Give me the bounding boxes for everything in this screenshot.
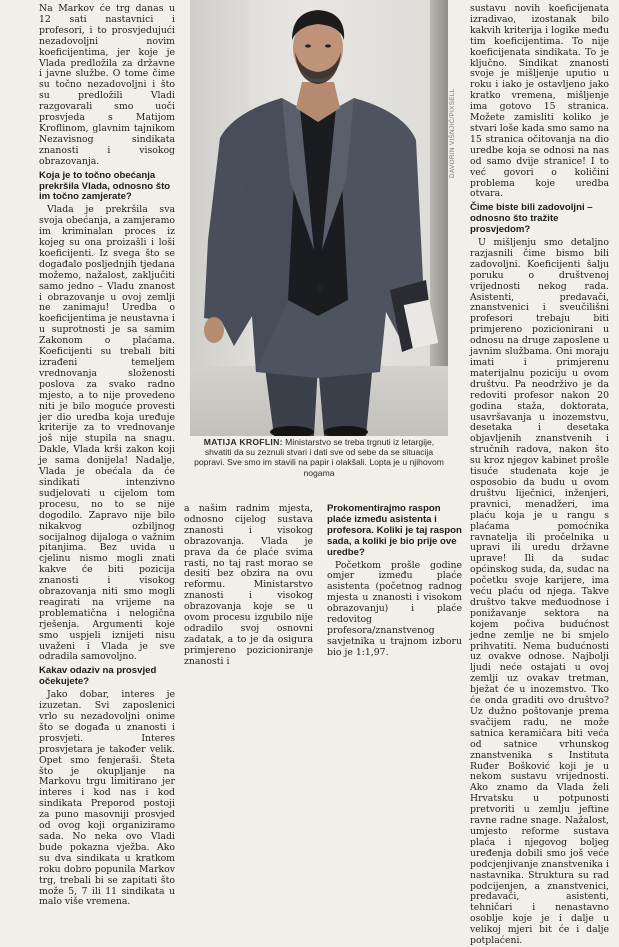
caption-text: Ministarstvo se treba trgnuti iz letargije, shvatiti da su zeznuli stvari i dati sve od sebe da se situacija popravi. Sve smo im stavili na papir i olakšali. Lopta je u njihovom nogama	[194, 437, 444, 478]
answer-paragraph: U mišljenju smo detaljno razjasnili čime bismo bili zadovoljni. Koeficijenti šalju poruku o društvenoj vrijednosti nekog rada. Asistenti, predavači, znanstvenici i sveučilišni profesori trebaju biti primjereno pozicionirani u odnosu na druge zaposlene u javnim službama. Oni moraju imati i primjerenu materijalnu poziciju u ovom društvu. Pa neodrživo je da redoviti profesor nakon 20 godina staža, doktorata, usavršavanja u inozemstvu, desetaka i desetaka objavljenih znanstvenih i stručnih radova, nakon što su kroz njegov kabinet prošle tisuće studenata koje je osposobio da budu u ovom društvu liječnici, inženjeri, pravnici, menadžeri, ima plaću koja je u rangu s plaćama pomoćnika ravnatelja ili pročelnika u upravi ili uredu državne uprave! Ili da sudac općinskog suda, da, sudac na početku svoje karijere, ima veću plaću od njega. Takve društvo takve međuodnose i ponižavanje sektora na kojem počiva budućnost jedne zemlje ne bi smjelo prihvatiti. Nema budućnosti uz ovakve odnose. Najbolji ljudi neće ostajati u ovoj zemlji uz ovakav tretman, bježat će u inozemstvo. Tko će onda graditi ovo društvo? Uz dužno poštovanje prema svačijem radu, ne može satnica keramičara biti veća od satnice vrhunskog znanstvenika s Instituta Ruđer Bošković koji je u nekom sustavu vrijednosti. Ako znamo da Vlada želi Hrvatsku u potpunosti pretvoriti u zemlju jeftine ravne radne snage. Nažalost, umjesto reforme sustava plaća i njegovog boljeg uređenja dobili smo još veće podcjenjivanje znanstvenika i nastavnika. Struktura su rad podcijenjen, a znanstvenici, predavači, asistenti, tehničari i nenastavno osoblje koje je i dalje u velikoj mjeri bit će i dalje potplaćeni.	[470, 237, 609, 947]
photo-credit: DAVORIN VIŠNJIĆ/PIXSELL	[449, 88, 456, 178]
body-paragraph: sustavu novih koeficijenata izradivao, izostanak bilo kakvih kriterija i logike među tim koeficijentima. To nije koeficijenata sindikata. To je ključno. Sindikat znanosti svoje je mišljenje uputio u roku i iako je ostavljeno jako kratko vremena, mišljenje ima gotovo 15 stranica. Možete zamisliti koliko je stvari loše kada smo samo na 15 stranica očitovanja na dio uredbe koja se odnosi na nas od samo dvije stranice! I to već govori o količini problema koje uredba otvara.	[470, 3, 609, 200]
question-heading: Kakav odaziv na prosvjed očekujete?	[39, 665, 157, 688]
intro-paragraph: Na Markov će trg danas u 12 sati nastavnici i profesori, i to prosvjedujući nezadovoljni novim koeficijentima, jer koje je Vlada predložila za državne i javne službe. O tome čime su točno nezadovoljni i što su predložili Vladi razgovarali smo uoči prosvjeda s Matijom Kroflinom, glavnim tajnikom Nezavisnog sindikata znanosti i visokog obrazovanja.	[39, 3, 175, 167]
question-heading: Prokomentirajmo raspon plaće između asistenta i profesora. Kolikі je taj raspon sada, a koliki je bio prije ove uredbe?	[327, 503, 462, 558]
article-column-middle-left	[184, 504, 313, 668]
answer-paragraph: Jako dobar, interes je izuzetan. Svi zaposlenici vrlo su nezadovoljni onime što se događa u znanosti i prosvjeti. Interes prosvjetara je također velik. Opet smo fenjeraši. Šteta što je okupljanje na Markovu trgu limitirano jer interes i kod nas i kod sindikata Preporod postoji za puno masovniji prosvjed od ovog koji organiziramo sada. No neka ovo Vladi bude pokazna vježba. Ako su dva sindikata u kratkom roku dobro popunila Markov trg, trebali bi se zapitati što može 5, 7 ili 11 sindikata u malo više vremena.	[39, 689, 175, 908]
question-heading: Čime biste bili zadovoljni – odnosno što tražite prosvjedom?	[470, 202, 593, 236]
portrait-photo	[190, 0, 448, 436]
photo-caption	[190, 437, 448, 478]
answer-paragraph: Početkom prošle godine omjer između plaće asistenta (početnog radnog mjesta u znanosti i visokom obrazovanju) i plaće redovitog profesora/znanstvenog savjetnika u trajnom izboru bio je 1:1,97.	[327, 559, 462, 658]
question-heading: Koja je to točno obećanja prekršila Vlada, odnosno što im točno zamjerate?	[39, 169, 171, 203]
article-column-middle-right	[327, 504, 462, 659]
article-column-left	[39, 4, 175, 908]
answer-paragraph: Vlada je prekršila sva svoja obećanja, a zamjeramo im kriminalan proces iz kojeg su ona proizašli i loši koeficijenti. Iz svega što se događalo posljednjih tjedana možemo, nažalost, zaključiti samo jedno – Vladu znanost i obrazovanje u ovoj zemlji ne zanimaju! Uredba o koeficijentima je neustavna i u suprotnosti je sa samim Zakonom o plaćama. Koeficijenti su trebali biti izrađeni temeljem vrednovanja složenosti poslova za svako radno mjesto, a to nije provedeno niti je bilo moguće provesti jer dio uredba koja uređuje kriterije za to vrednovanje još nije stupila na snagu. Dakle, Vlada krši zakon koji je sama donijela! Nadalje, Vlada je obećala da će sindikati intenzivno sudjelovati u cijelom tom procesu, no to se nije dogodilo. Zapravo nije bilo nikakvog ozbiljnog socijalnog dijaloga o važnim pitanjima. Bez uvida u cjelinu nismo mogli znati kakve će biti pozicija znanosti i visokog obrazovanja niti smo mogli reagirati na vrijeme na problematična i nelogična rješenja. Argumenti koje smo uspjeli iznijeti nisu uvaženi i Vlada je sve odradila samovoljno.	[39, 204, 175, 663]
person-figure-illustration	[190, 0, 448, 436]
article-column-right	[470, 4, 609, 947]
body-paragraph: a našim radnim mjesta, odnosno cijelog sustava znanosti i visokog obrazovanja. Vlada je prava da će plaće svima rasti, no taj rast morao se desiti bez obzira na ovu reformu. Ministarstvo znanosti i visokog obrazovanja koje se u ovom procesu izgubilo nije odradilo svoj osnovni zadatak, a to je da osigura primjereno pozicioniranje znanosti i	[184, 503, 313, 667]
caption-name: MATIJA KROFLIN:	[203, 437, 283, 447]
